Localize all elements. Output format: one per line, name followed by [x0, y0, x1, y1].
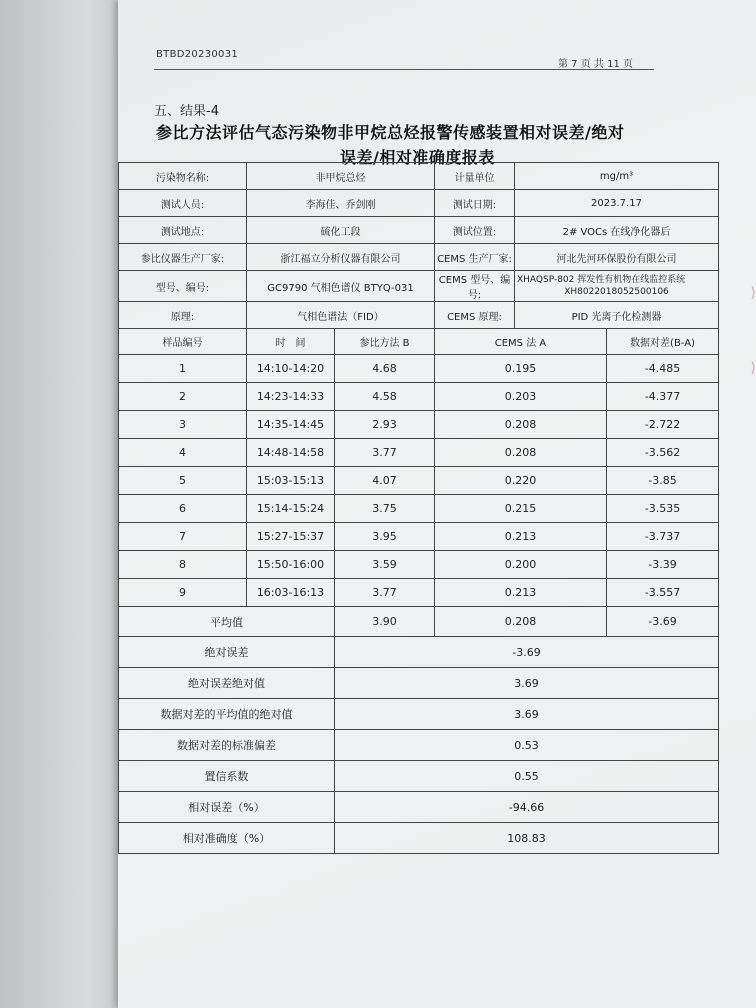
ref-maker-value: 浙江福立分析仪器有限公司: [247, 244, 435, 271]
pollutant-value: 非甲烷总烃: [247, 163, 435, 190]
info-row-principle: [119, 302, 719, 329]
cems-model-name: XHAQSP-802 挥发性有机物在线监控系统: [517, 275, 686, 285]
sample-no: 7: [119, 523, 247, 551]
diff-value: -2.722: [607, 411, 719, 439]
diff-value: -3.39: [607, 551, 719, 579]
stat-row: [119, 668, 719, 699]
reference-b-value: 4.58: [335, 383, 435, 411]
stat-label: 绝对误差: [119, 637, 335, 668]
average-label: 平均值: [119, 607, 335, 637]
header-sample-no: 样品编号: [119, 329, 247, 355]
pollutant-label: 污染物名称:: [119, 163, 247, 190]
stat-row: [119, 730, 719, 761]
stat-label: 置信系数: [119, 761, 335, 792]
sample-no: 5: [119, 467, 247, 495]
table-row: [119, 579, 719, 607]
header-cems-a: CEMS 法 A: [435, 329, 607, 355]
header-rule: [154, 69, 654, 70]
sample-time: 15:14-15:24: [247, 495, 335, 523]
stat-label: 相对准确度（%）: [119, 823, 335, 854]
sample-time: 14:10-14:20: [247, 355, 335, 383]
unit-label: 计量单位: [435, 163, 515, 190]
sample-time: 16:03-16:13: [247, 579, 335, 607]
site-label: 测试地点:: [119, 217, 247, 244]
tester-value: 李海佳、乔剑刚: [247, 190, 435, 217]
tester-label: 测试人员:: [119, 190, 247, 217]
sample-no: 8: [119, 551, 247, 579]
diff-value: -4.377: [607, 383, 719, 411]
average-diff: -3.69: [607, 607, 719, 637]
stat-value: 0.53: [335, 730, 719, 761]
info-row-pollutant: [119, 163, 719, 190]
red-ink-mark: ⟩: [750, 285, 756, 301]
diff-value: -3.557: [607, 579, 719, 607]
reference-b-value: 4.68: [335, 355, 435, 383]
cems-a-value: 0.215: [435, 495, 607, 523]
cems-a-value: 0.220: [435, 467, 607, 495]
cems-a-value: 0.208: [435, 411, 607, 439]
site-value: 硫化工段: [247, 217, 435, 244]
sample-no: 6: [119, 495, 247, 523]
diff-value: -3.737: [607, 523, 719, 551]
ref-principle-value: 气相色谱法（FID）: [247, 302, 435, 329]
cems-a-value: 0.213: [435, 579, 607, 607]
table-row: [119, 523, 719, 551]
stat-row: [119, 699, 719, 730]
diff-value: -3.535: [607, 495, 719, 523]
ref-maker-label: 参比仪器生产厂家:: [119, 244, 247, 271]
unit-value: mg/m³: [515, 163, 719, 190]
stat-row: [119, 823, 719, 854]
stat-row: [119, 792, 719, 823]
diff-value: -4.485: [607, 355, 719, 383]
cems-a-value: 0.195: [435, 355, 607, 383]
stat-value: -3.69: [335, 637, 719, 668]
report-page: [118, 0, 756, 1008]
position-label: 测试位置:: [435, 217, 515, 244]
cems-a-value: 0.200: [435, 551, 607, 579]
info-row-maker: [119, 244, 719, 271]
info-row-tester: [119, 190, 719, 217]
ref-model-label: 型号、编号:: [119, 271, 247, 302]
previous-page-edge: [0, 0, 125, 1008]
cems-a-value: 0.208: [435, 439, 607, 467]
cems-a-value: 0.213: [435, 523, 607, 551]
sample-no: 9: [119, 579, 247, 607]
info-row-site: [119, 217, 719, 244]
table-row: [119, 495, 719, 523]
reference-b-value: 3.77: [335, 579, 435, 607]
document-id: BTBD20230031: [156, 49, 239, 60]
report-title-continued: 误差/相对准确度报表: [340, 148, 495, 167]
sample-time: 15:50-16:00: [247, 551, 335, 579]
stat-value: 108.83: [335, 823, 719, 854]
cems-a-value: 0.203: [435, 383, 607, 411]
reference-b-value: 3.59: [335, 551, 435, 579]
stat-value: 3.69: [335, 668, 719, 699]
stat-row: [119, 637, 719, 668]
cems-principle-value: PID 光离子化检测器: [515, 302, 719, 329]
reference-b-value: 3.75: [335, 495, 435, 523]
average-a: 0.208: [435, 607, 607, 637]
sample-time: 15:27-15:37: [247, 523, 335, 551]
diff-value: -3.85: [607, 467, 719, 495]
average-row: [119, 607, 719, 637]
cems-model-label: CEMS 型号、编号:: [435, 271, 515, 302]
sample-no: 4: [119, 439, 247, 467]
column-header-row: [119, 329, 719, 355]
info-row-model: [119, 271, 719, 302]
table-row: [119, 411, 719, 439]
cems-serial-number: XH8022018052500106: [564, 287, 669, 297]
sample-time: 14:23-14:33: [247, 383, 335, 411]
section-label: 五、结果-4: [154, 104, 219, 119]
header-diff: 数据对差(B-A): [607, 329, 719, 355]
reference-b-value: 2.93: [335, 411, 435, 439]
stat-label: 绝对误差绝对值: [119, 668, 335, 699]
stat-label: 数据对差的平均值的绝对值: [119, 699, 335, 730]
table-row: [119, 467, 719, 495]
red-ink-mark: ⟩: [750, 360, 756, 376]
table-row: [119, 383, 719, 411]
stat-label: 数据对差的标准偏差: [119, 730, 335, 761]
page-number: 第 7 页 共 11 页: [558, 59, 633, 70]
reference-b-value: 4.07: [335, 467, 435, 495]
cems-maker-value: 河北先河环保股份有限公司: [515, 244, 719, 271]
table-row: [119, 551, 719, 579]
report-table: [118, 162, 719, 854]
position-value: 2# VOCs 在线净化器后: [515, 217, 719, 244]
report-title: 参比方法评估气态污染物非甲烷总烃报警传感装置相对误差/绝对: [156, 123, 625, 142]
cems-model-value: [515, 271, 719, 302]
reference-b-value: 3.77: [335, 439, 435, 467]
ref-principle-label: 原理:: [119, 302, 247, 329]
stat-value: 3.69: [335, 699, 719, 730]
sample-no: 2: [119, 383, 247, 411]
cems-principle-label: CEMS 原理:: [435, 302, 515, 329]
table-row: [119, 355, 719, 383]
diff-value: -3.562: [607, 439, 719, 467]
stat-value: -94.66: [335, 792, 719, 823]
cems-maker-label: CEMS 生产厂家:: [435, 244, 515, 271]
sample-time: 15:03-15:13: [247, 467, 335, 495]
average-b: 3.90: [335, 607, 435, 637]
table-row: [119, 439, 719, 467]
sample-no: 1: [119, 355, 247, 383]
ref-model-value: GC9790 气相色谱仪 BTYQ-031: [247, 271, 435, 302]
date-value: 2023.7.17: [515, 190, 719, 217]
stat-label: 相对误差（%）: [119, 792, 335, 823]
header-reference-b: 参比方法 B: [335, 329, 435, 355]
sample-time: 14:48-14:58: [247, 439, 335, 467]
date-label: 测试日期:: [435, 190, 515, 217]
sample-no: 3: [119, 411, 247, 439]
stat-value: 0.55: [335, 761, 719, 792]
header-time: 时 间: [247, 329, 335, 355]
reference-b-value: 3.95: [335, 523, 435, 551]
sample-time: 14:35-14:45: [247, 411, 335, 439]
stat-row: [119, 761, 719, 792]
